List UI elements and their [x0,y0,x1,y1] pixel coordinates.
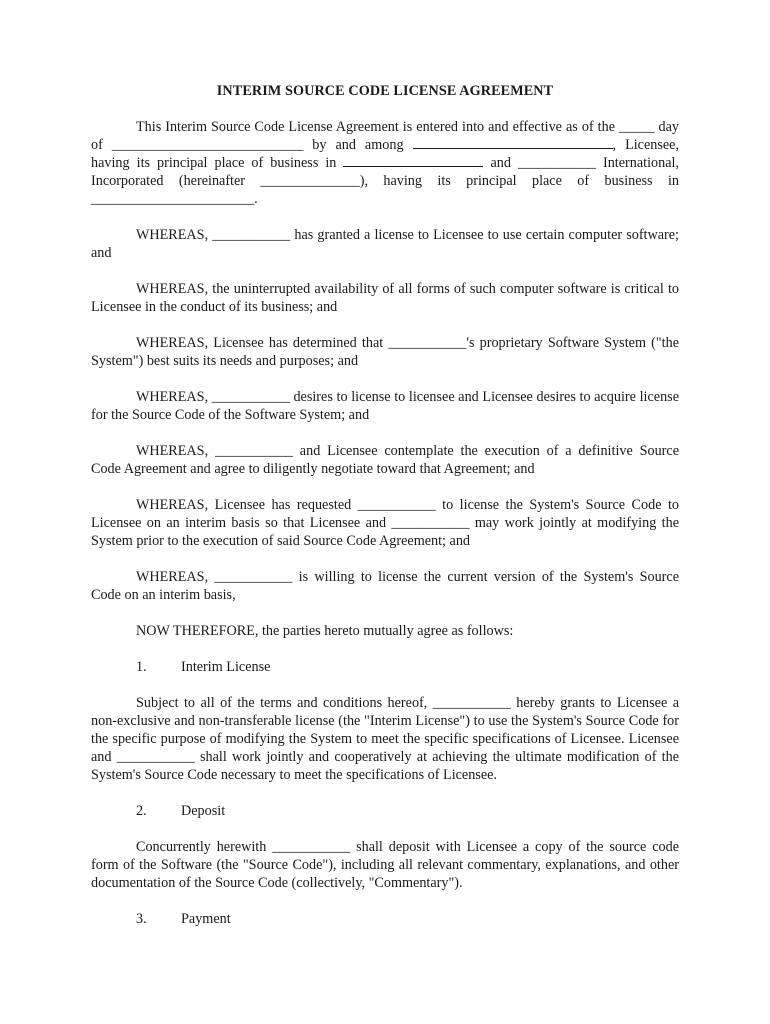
whereas-paragraph-5: WHEREAS, ___________ and Licensee contemplate the execution of a definitive Source Code Agreement and agree to diligently negotiate toward that Agreement; and [91,443,679,477]
section-body-deposit: Concurrently herewith ___________ shall deposit with Licensee a copy of the source code form of the Software (the "Source Code"), including all relevant commentary, explanations, and other documentation of the Source Code (collectively, "Commentary"). [91,839,679,891]
section-heading-interim-license [136,658,679,676]
section-title: Interim License [181,659,271,675]
section-heading-deposit [136,802,679,820]
preamble-paragraph [91,118,679,208]
whereas-paragraph-6: WHEREAS, Licensee has requested ___________ to license the System's Source Code to Licensee on an interim basis so that Licensee and ___________ may work jointly at modifying the System prior to the execution of said Source Code Agreement; and [91,497,679,549]
preamble-comma: , [612,137,617,153]
document-title: INTERIM SOURCE CODE LICENSE AGREEMENT [216,83,554,99]
preamble-text-3: and ___________ International, Incorporated (hereinafter ______________), having its principal place of business in _______________________. [91,155,680,207]
section-number: 2. [136,803,147,819]
document-body [91,82,679,946]
section-number: 1. [136,659,147,675]
section-title: Payment [181,911,231,927]
now-therefore-paragraph: NOW THEREFORE, the parties hereto mutually agree as follows: [136,623,514,639]
preamble-text-1: This Interim Source Code License Agreement is entered into and effective as of the _____ day of ___________________________ by and among [91,119,679,153]
whereas-paragraph-1: WHEREAS, ___________ has granted a license to Licensee to use certain computer software; and [91,227,679,261]
section-heading-payment [136,910,679,928]
party-blank [413,136,613,149]
address-blank [343,154,483,167]
whereas-paragraph-4: WHEREAS, ___________ desires to license to licensee and Licensee desires to acquire license for the Source Code of the Software System; and [91,389,679,423]
whereas-paragraph-2: WHEREAS, the uninterrupted availability of all forms of such computer software is critical to Licensee in the conduct of its business; and [91,281,679,315]
whereas-paragraph-3: WHEREAS, Licensee has determined that ___________'s proprietary Software System ("the System") best suits its needs and purposes; and [91,335,679,369]
section-number: 3. [136,911,147,927]
whereas-paragraph-7: WHEREAS, ___________ is willing to license the current version of the System's Source Code on an interim basis, [91,569,679,603]
section-title: Deposit [181,803,226,819]
preamble-text-2: Licensee, having its principal place of business in [91,137,680,171]
section-body-interim-license: Subject to all of the terms and conditions hereof, ___________ hereby grants to Licensee a non-exclusive and non-transferable license (the "Interim License") to use the System's Source Code for the specific purpose of modifying the System to meet the specific specifications of Licensee. Licensee and ___________ shall work jointly and cooperatively at achieving the ultimate modification of the System's Source Code necessary to meet the specifications of Licensee. [91,695,679,783]
